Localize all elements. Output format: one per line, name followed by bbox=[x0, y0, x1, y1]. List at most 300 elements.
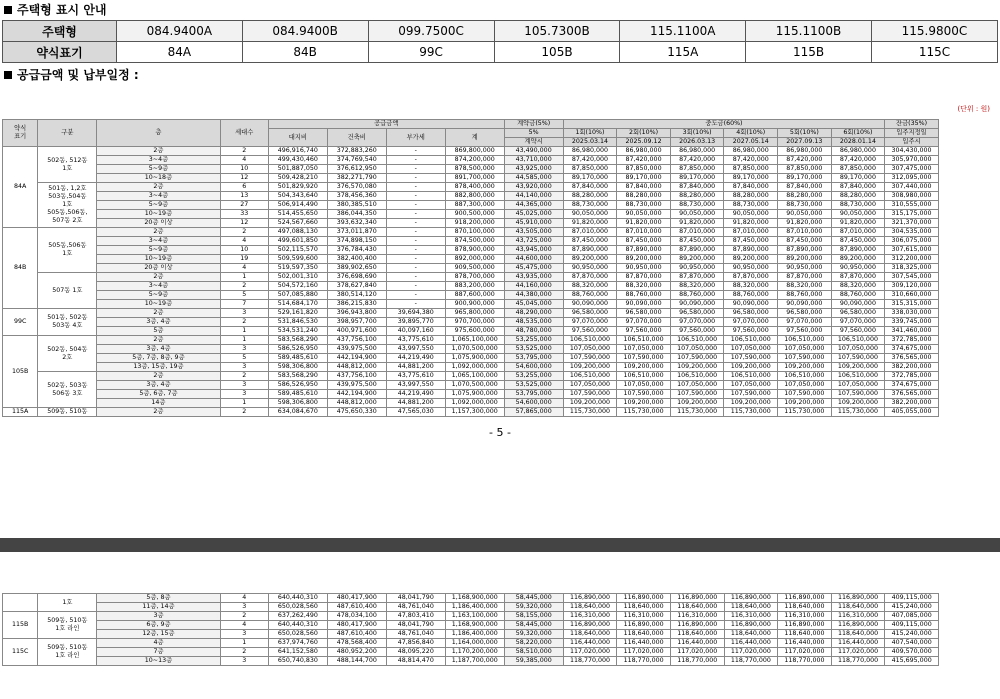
amount-cell: 97,070,000 bbox=[778, 318, 832, 327]
amount-cell: 374,769,540 bbox=[327, 156, 386, 165]
square-bullet-icon bbox=[4, 6, 12, 14]
amount-cell: 118,770,000 bbox=[617, 657, 671, 666]
units-cell: 2 bbox=[220, 228, 268, 237]
floor-cell: 3층 bbox=[97, 612, 220, 621]
supply-price-table-continued bbox=[2, 593, 998, 666]
amount-cell: 109,200,000 bbox=[831, 399, 885, 408]
amount-cell: 48,761,040 bbox=[386, 630, 445, 639]
table-row bbox=[3, 192, 998, 201]
amount-cell: 88,760,000 bbox=[617, 291, 671, 300]
amount-cell: 107,050,000 bbox=[670, 345, 724, 354]
amount-cell: 382,271,790 bbox=[327, 174, 386, 183]
table-row bbox=[3, 156, 998, 165]
floor-cell: 2층 bbox=[97, 147, 220, 156]
amount-cell: 650,028,560 bbox=[268, 630, 327, 639]
amount-cell: 116,890,000 bbox=[563, 621, 617, 630]
amount-cell: 882,800,000 bbox=[445, 192, 504, 201]
amount-cell: 1,170,200,000 bbox=[445, 648, 504, 657]
amount-cell: 89,170,000 bbox=[670, 174, 724, 183]
units-cell: 33 bbox=[220, 210, 268, 219]
amount-cell: 107,590,000 bbox=[778, 354, 832, 363]
col-mid-header: 6회(10%) bbox=[831, 129, 885, 138]
amount-cell: 87,850,000 bbox=[563, 165, 617, 174]
amount-cell: 48,814,470 bbox=[386, 657, 445, 666]
amount-cell: 376,784,430 bbox=[327, 246, 386, 255]
amount-cell: 107,050,000 bbox=[563, 345, 617, 354]
amount-cell: - bbox=[386, 291, 445, 300]
amount-cell: 87,450,000 bbox=[670, 237, 724, 246]
amount-cell: 118,640,000 bbox=[617, 603, 671, 612]
amount-cell: - bbox=[386, 228, 445, 237]
amount-cell: 89,170,000 bbox=[563, 174, 617, 183]
house-type-short: 84A bbox=[117, 42, 243, 63]
amount-cell: - bbox=[386, 192, 445, 201]
amount-cell: 442,194,900 bbox=[327, 354, 386, 363]
amount-cell: 90,950,000 bbox=[617, 264, 671, 273]
floor-cell: 20층 이상 bbox=[97, 219, 220, 228]
table-row bbox=[3, 399, 998, 408]
square-bullet-icon bbox=[4, 71, 12, 79]
amount-cell: 109,200,000 bbox=[724, 363, 778, 372]
amount-cell: 514,684,170 bbox=[268, 300, 327, 309]
amount-cell: 376,565,000 bbox=[885, 390, 939, 399]
amount-cell: 307,475,000 bbox=[885, 165, 939, 174]
amount-cell: 43,775,610 bbox=[386, 336, 445, 345]
amount-cell: 90,050,000 bbox=[670, 210, 724, 219]
amount-cell: 107,590,000 bbox=[617, 390, 671, 399]
amount-cell: 45,025,000 bbox=[504, 210, 563, 219]
col-type-header: 약식 표기 bbox=[3, 120, 38, 147]
amount-cell: 507,085,880 bbox=[268, 291, 327, 300]
amount-cell: 118,640,000 bbox=[831, 630, 885, 639]
amount-cell: 439,975,500 bbox=[327, 345, 386, 354]
amount-cell: 374,898,150 bbox=[327, 237, 386, 246]
amount-cell: 504,343,640 bbox=[268, 192, 327, 201]
amount-cell: 88,320,000 bbox=[831, 282, 885, 291]
amount-cell: 1,070,500,000 bbox=[445, 381, 504, 390]
amount-cell: 87,870,000 bbox=[670, 273, 724, 282]
amount-cell: 87,010,000 bbox=[831, 228, 885, 237]
floor-cell: 5층 bbox=[97, 327, 220, 336]
amount-cell: 398,957,700 bbox=[327, 318, 386, 327]
amount-cell: 1,168,900,000 bbox=[445, 621, 504, 630]
amount-cell: 307,440,000 bbox=[885, 183, 939, 192]
amount-cell: 116,890,000 bbox=[670, 594, 724, 603]
unit-note: (단위 : 원) bbox=[957, 105, 990, 113]
amount-cell: 53,255,000 bbox=[504, 336, 563, 345]
amount-cell: 115,730,000 bbox=[617, 408, 671, 417]
table-row bbox=[3, 408, 998, 417]
amount-cell: 501,887,050 bbox=[268, 165, 327, 174]
amount-cell: - bbox=[386, 264, 445, 273]
floor-cell: 10~19층 bbox=[97, 300, 220, 309]
amount-cell: 1,075,900,000 bbox=[445, 354, 504, 363]
amount-cell: 43,945,000 bbox=[504, 246, 563, 255]
document-page-6 bbox=[0, 593, 1000, 666]
amount-cell: 310,660,000 bbox=[885, 291, 939, 300]
amount-cell: 88,760,000 bbox=[724, 291, 778, 300]
type-cell: 115B bbox=[3, 612, 38, 639]
amount-cell: 58,510,000 bbox=[504, 648, 563, 657]
amount-cell: 89,170,000 bbox=[724, 174, 778, 183]
amount-cell: 48,041,790 bbox=[386, 594, 445, 603]
amount-cell: 878,900,000 bbox=[445, 246, 504, 255]
units-cell: 10 bbox=[220, 165, 268, 174]
amount-cell: 90,950,000 bbox=[670, 264, 724, 273]
units-cell: 4 bbox=[220, 621, 268, 630]
amount-cell: 478,568,400 bbox=[327, 639, 386, 648]
floor-cell: 12층, 15층 bbox=[97, 630, 220, 639]
amount-cell: 437,756,100 bbox=[327, 336, 386, 345]
amount-cell: 382,400,400 bbox=[327, 255, 386, 264]
amount-cell: 116,890,000 bbox=[670, 621, 724, 630]
amount-cell: 480,417,900 bbox=[327, 621, 386, 630]
amount-cell: 88,730,000 bbox=[617, 201, 671, 210]
amount-cell: 318,325,000 bbox=[885, 264, 939, 273]
amount-cell: 118,770,000 bbox=[831, 657, 885, 666]
amount-cell: 448,812,000 bbox=[327, 363, 386, 372]
amount-cell: 409,115,000 bbox=[885, 594, 939, 603]
amount-cell: - bbox=[386, 237, 445, 246]
amount-cell: 53,255,000 bbox=[504, 372, 563, 381]
amount-cell: 309,120,000 bbox=[885, 282, 939, 291]
amount-cell: 97,070,000 bbox=[563, 318, 617, 327]
amount-cell: 87,890,000 bbox=[563, 246, 617, 255]
amount-cell: 44,365,000 bbox=[504, 201, 563, 210]
amount-cell: - bbox=[386, 255, 445, 264]
type-cell bbox=[3, 594, 38, 612]
floor-cell: 10~19층 bbox=[97, 255, 220, 264]
amount-cell: 650,028,560 bbox=[268, 603, 327, 612]
amount-cell: 378,456,360 bbox=[327, 192, 386, 201]
group-cell: 502동, 504동 2호 bbox=[38, 336, 97, 372]
col-mid-date: 2028.01.14 bbox=[831, 138, 885, 147]
amount-cell: 878,400,000 bbox=[445, 183, 504, 192]
amount-cell: 637,262,490 bbox=[268, 612, 327, 621]
amount-cell: 96,580,000 bbox=[778, 309, 832, 318]
floor-cell: 2층 bbox=[97, 408, 220, 417]
group-cell: 502동, 503동 506동 3호 bbox=[38, 372, 97, 408]
amount-cell: 88,760,000 bbox=[831, 291, 885, 300]
amount-cell: 89,170,000 bbox=[831, 174, 885, 183]
floor-cell: 11층, 14층 bbox=[97, 603, 220, 612]
amount-cell: 91,820,000 bbox=[670, 219, 724, 228]
type-cell: 84A bbox=[3, 147, 38, 228]
amount-cell: 396,943,800 bbox=[327, 309, 386, 318]
amount-cell: 115,730,000 bbox=[778, 408, 832, 417]
floor-cell: 2층 bbox=[97, 183, 220, 192]
amount-cell: 116,440,000 bbox=[831, 639, 885, 648]
amount-cell: 380,385,510 bbox=[327, 201, 386, 210]
amount-cell: 109,200,000 bbox=[563, 363, 617, 372]
amount-cell: 89,200,000 bbox=[563, 255, 617, 264]
table-row bbox=[3, 657, 998, 666]
amount-cell: 442,194,900 bbox=[327, 390, 386, 399]
amount-cell: 87,850,000 bbox=[617, 165, 671, 174]
group-cell: 505동,506동 1호 bbox=[38, 228, 97, 273]
amount-cell: 87,420,000 bbox=[724, 156, 778, 165]
amount-cell: 88,320,000 bbox=[778, 282, 832, 291]
col-middle-header: 중도금(60%) bbox=[563, 120, 885, 129]
col-balance-header: 잔금(35%) bbox=[885, 120, 939, 129]
floor-cell: 6층, 9층 bbox=[97, 621, 220, 630]
amount-cell: 107,050,000 bbox=[617, 381, 671, 390]
amount-cell: 586,526,950 bbox=[268, 381, 327, 390]
col-vat-header: 부가세 bbox=[386, 129, 445, 147]
amount-cell: 870,100,000 bbox=[445, 228, 504, 237]
table-row bbox=[3, 237, 998, 246]
amount-cell: - bbox=[386, 246, 445, 255]
amount-cell: 393,632,340 bbox=[327, 219, 386, 228]
section-title-text: 공급금액 및 납부일정 : bbox=[17, 68, 139, 82]
house-type-short: 105B bbox=[494, 42, 620, 63]
amount-cell: 90,950,000 bbox=[563, 264, 617, 273]
col-balance-sub: 입주지정일 bbox=[885, 129, 939, 138]
col-mid-header: 4회(10%) bbox=[724, 129, 778, 138]
units-cell: 3 bbox=[220, 381, 268, 390]
amount-cell: 87,890,000 bbox=[617, 246, 671, 255]
amount-cell: 598,306,800 bbox=[268, 363, 327, 372]
amount-cell: 107,050,000 bbox=[563, 381, 617, 390]
amount-cell: 499,601,850 bbox=[268, 237, 327, 246]
amount-cell: 87,450,000 bbox=[778, 237, 832, 246]
amount-cell: 90,050,000 bbox=[724, 210, 778, 219]
amount-cell: 88,730,000 bbox=[563, 201, 617, 210]
amount-cell: 89,200,000 bbox=[617, 255, 671, 264]
col-mid-header: 2회(10%) bbox=[617, 129, 671, 138]
amount-cell: 106,510,000 bbox=[563, 336, 617, 345]
table-row bbox=[3, 630, 998, 639]
amount-cell: 116,310,000 bbox=[563, 612, 617, 621]
amount-cell: 90,090,000 bbox=[724, 300, 778, 309]
amount-cell: 499,430,460 bbox=[268, 156, 327, 165]
amount-cell: 107,590,000 bbox=[670, 354, 724, 363]
amount-cell: 88,320,000 bbox=[670, 282, 724, 291]
amount-cell: 869,800,000 bbox=[445, 147, 504, 156]
amount-cell: 415,240,000 bbox=[885, 603, 939, 612]
amount-cell: 524,567,660 bbox=[268, 219, 327, 228]
amount-cell: 965,800,000 bbox=[445, 309, 504, 318]
amount-cell: 874,500,000 bbox=[445, 237, 504, 246]
table-row bbox=[3, 309, 998, 318]
amount-cell: 1,164,000,000 bbox=[445, 639, 504, 648]
amount-cell: 88,760,000 bbox=[778, 291, 832, 300]
amount-cell: 88,320,000 bbox=[617, 282, 671, 291]
type-cell: 115A bbox=[3, 408, 38, 417]
amount-cell: 87,420,000 bbox=[670, 156, 724, 165]
col-deposit-pct: 5% bbox=[504, 129, 563, 138]
amount-cell: 529,161,820 bbox=[268, 309, 327, 318]
amount-cell: 43,775,610 bbox=[386, 372, 445, 381]
col-deposit-sub: 계약시 bbox=[504, 138, 563, 147]
section-title-supply bbox=[0, 65, 1000, 85]
amount-cell: 48,780,000 bbox=[504, 327, 563, 336]
units-cell: 2 bbox=[220, 282, 268, 291]
amount-cell: 87,420,000 bbox=[563, 156, 617, 165]
amount-cell: 117,020,000 bbox=[617, 648, 671, 657]
amount-cell: 47,803,410 bbox=[386, 612, 445, 621]
col-mid-date: 2025.09.12 bbox=[617, 138, 671, 147]
amount-cell: - bbox=[386, 219, 445, 228]
floor-cell: 3~4층 bbox=[97, 156, 220, 165]
amount-cell: 48,535,000 bbox=[504, 318, 563, 327]
house-type-code-row bbox=[3, 21, 998, 42]
amount-cell: 90,090,000 bbox=[831, 300, 885, 309]
amount-cell: 118,770,000 bbox=[724, 657, 778, 666]
table-row bbox=[3, 372, 998, 381]
amount-cell: 115,730,000 bbox=[670, 408, 724, 417]
amount-cell: 107,590,000 bbox=[724, 354, 778, 363]
amount-cell: 87,890,000 bbox=[831, 246, 885, 255]
amount-cell: 116,310,000 bbox=[778, 612, 832, 621]
amount-cell: 900,900,000 bbox=[445, 300, 504, 309]
amount-cell: 116,440,000 bbox=[724, 639, 778, 648]
amount-cell: 509,599,600 bbox=[268, 255, 327, 264]
house-type-short-row bbox=[3, 42, 998, 63]
floor-cell: 5~9층 bbox=[97, 201, 220, 210]
amount-cell: 44,600,000 bbox=[504, 255, 563, 264]
amount-cell: 44,219,490 bbox=[386, 390, 445, 399]
amount-cell: 650,740,830 bbox=[268, 657, 327, 666]
amount-cell: - bbox=[386, 183, 445, 192]
amount-cell: 90,050,000 bbox=[617, 210, 671, 219]
amount-cell: 376,698,690 bbox=[327, 273, 386, 282]
amount-cell: 43,935,000 bbox=[504, 273, 563, 282]
amount-cell: 48,761,040 bbox=[386, 603, 445, 612]
table-row bbox=[3, 300, 998, 309]
floor-cell: 2층 bbox=[97, 273, 220, 282]
type-cell: 105B bbox=[3, 336, 38, 408]
units-cell: 3 bbox=[220, 603, 268, 612]
table-row bbox=[3, 336, 998, 345]
short-notation-label: 약식표기 bbox=[3, 42, 117, 63]
units-cell: 7 bbox=[220, 300, 268, 309]
amount-cell: 89,200,000 bbox=[778, 255, 832, 264]
amount-cell: 87,870,000 bbox=[563, 273, 617, 282]
table-row bbox=[3, 363, 998, 372]
amount-cell: 87,840,000 bbox=[778, 183, 832, 192]
units-cell: 2 bbox=[220, 612, 268, 621]
amount-cell: 307,615,000 bbox=[885, 246, 939, 255]
amount-cell: 116,310,000 bbox=[724, 612, 778, 621]
amount-cell: 43,490,000 bbox=[504, 147, 563, 156]
amount-cell: 96,580,000 bbox=[724, 309, 778, 318]
amount-cell: 87,420,000 bbox=[778, 156, 832, 165]
amount-cell: 589,485,610 bbox=[268, 354, 327, 363]
units-cell: 13 bbox=[220, 192, 268, 201]
amount-cell: 501,829,920 bbox=[268, 183, 327, 192]
group-cell: 509동, 510동 bbox=[38, 408, 97, 417]
table-row bbox=[3, 354, 998, 363]
floor-cell: 2층 bbox=[97, 228, 220, 237]
amount-cell: 496,916,740 bbox=[268, 147, 327, 156]
amount-cell: 86,980,000 bbox=[831, 147, 885, 156]
floor-cell: 10~13층 bbox=[97, 657, 220, 666]
amount-cell: 374,675,000 bbox=[885, 381, 939, 390]
units-cell: 12 bbox=[220, 174, 268, 183]
amount-cell: 1,065,100,000 bbox=[445, 336, 504, 345]
amount-cell: 59,320,000 bbox=[504, 603, 563, 612]
units-cell: 2 bbox=[220, 147, 268, 156]
units-cell: 1 bbox=[220, 639, 268, 648]
amount-cell: 109,200,000 bbox=[563, 399, 617, 408]
amount-cell: 87,850,000 bbox=[724, 165, 778, 174]
units-cell: 1 bbox=[220, 327, 268, 336]
amount-cell: 373,011,870 bbox=[327, 228, 386, 237]
floor-cell: 10~19층 bbox=[97, 210, 220, 219]
units-cell: 4 bbox=[220, 264, 268, 273]
amount-cell: 109,200,000 bbox=[831, 363, 885, 372]
amount-cell: 54,600,000 bbox=[504, 399, 563, 408]
table-row bbox=[3, 174, 998, 183]
amount-cell: 116,440,000 bbox=[670, 639, 724, 648]
amount-cell: 87,840,000 bbox=[617, 183, 671, 192]
floor-cell: 5층, 8층 bbox=[97, 594, 220, 603]
amount-cell: 1,092,000,000 bbox=[445, 363, 504, 372]
amount-cell: 43,920,000 bbox=[504, 183, 563, 192]
amount-cell: 118,640,000 bbox=[724, 630, 778, 639]
amount-cell: 58,220,000 bbox=[504, 639, 563, 648]
amount-cell: 87,870,000 bbox=[724, 273, 778, 282]
amount-cell: 970,700,000 bbox=[445, 318, 504, 327]
amount-cell: 88,280,000 bbox=[563, 192, 617, 201]
col-supply-header: 공급금액 bbox=[268, 120, 504, 129]
amount-cell: 90,050,000 bbox=[563, 210, 617, 219]
amount-cell: 118,640,000 bbox=[563, 603, 617, 612]
amount-cell: 372,883,260 bbox=[327, 147, 386, 156]
amount-cell: 109,200,000 bbox=[724, 399, 778, 408]
amount-cell: 109,200,000 bbox=[670, 363, 724, 372]
amount-cell: - bbox=[386, 156, 445, 165]
table-row bbox=[3, 264, 998, 273]
amount-cell: - bbox=[386, 165, 445, 174]
amount-cell: 109,200,000 bbox=[617, 399, 671, 408]
group-cell: 502동, 512동 1호 bbox=[38, 147, 97, 183]
amount-cell: 107,590,000 bbox=[670, 390, 724, 399]
amount-cell: 407,085,000 bbox=[885, 612, 939, 621]
type-cell: 99C bbox=[3, 309, 38, 336]
table-row bbox=[3, 327, 998, 336]
amount-cell: 382,200,000 bbox=[885, 399, 939, 408]
col-balance-sub2: 입주시 bbox=[885, 138, 939, 147]
amount-cell: 58,155,000 bbox=[504, 612, 563, 621]
amount-cell: 107,050,000 bbox=[724, 345, 778, 354]
col-group-header: 구분 bbox=[38, 120, 97, 147]
amount-cell: 117,020,000 bbox=[724, 648, 778, 657]
amount-cell: 439,975,500 bbox=[327, 381, 386, 390]
amount-cell: 583,568,290 bbox=[268, 336, 327, 345]
table-row bbox=[3, 621, 998, 630]
units-cell: 2 bbox=[220, 408, 268, 417]
amount-cell: 97,560,000 bbox=[617, 327, 671, 336]
amount-cell: 90,090,000 bbox=[670, 300, 724, 309]
amount-cell: 109,200,000 bbox=[778, 363, 832, 372]
col-mid-date: 2025.03.14 bbox=[563, 138, 617, 147]
group-cell: 501동, 502동 503동 4호 bbox=[38, 309, 97, 336]
amount-cell: 109,200,000 bbox=[778, 399, 832, 408]
section-title-text: 주택형 표시 안내 bbox=[17, 3, 107, 17]
table-row bbox=[3, 219, 998, 228]
amount-cell: 874,200,000 bbox=[445, 156, 504, 165]
amount-cell: 87,850,000 bbox=[778, 165, 832, 174]
col-mid-date: 2027.09.13 bbox=[778, 138, 832, 147]
amount-cell: 107,590,000 bbox=[617, 354, 671, 363]
amount-cell: 475,650,330 bbox=[327, 408, 386, 417]
amount-cell: 637,974,760 bbox=[268, 639, 327, 648]
units-cell: 3 bbox=[220, 390, 268, 399]
amount-cell: 640,440,310 bbox=[268, 621, 327, 630]
amount-cell: 53,795,000 bbox=[504, 390, 563, 399]
